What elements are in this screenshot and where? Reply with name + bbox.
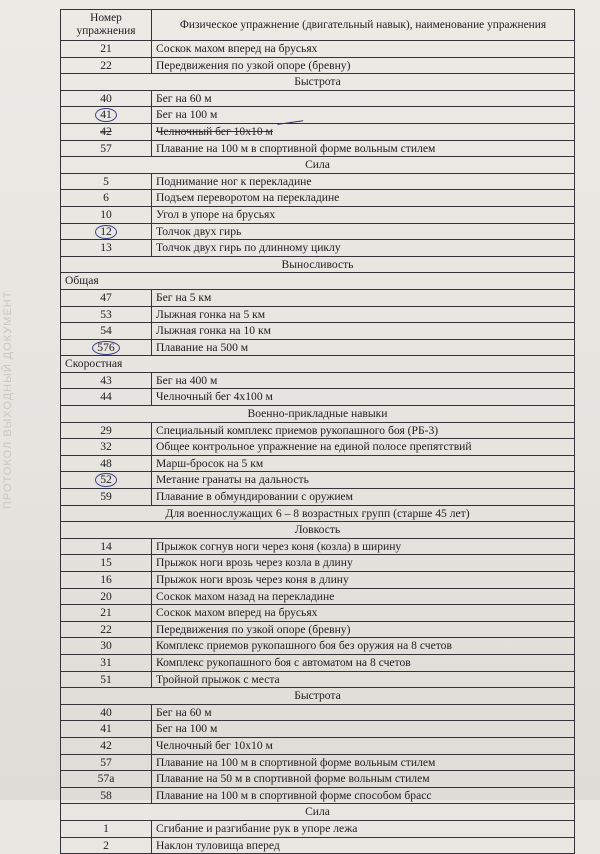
exercise-name-text: Соскок махом назад на перекладине	[156, 589, 335, 603]
table-row	[61, 107, 575, 124]
exercise-number-text: 14	[100, 539, 112, 553]
exercise-name	[152, 721, 575, 738]
exercise-name-text: Бег на 400 м	[156, 373, 218, 387]
table-row	[61, 572, 575, 589]
exercise-name-text: Бег на 60 м	[156, 705, 212, 719]
table-row	[61, 41, 575, 58]
exercise-name	[152, 173, 575, 190]
exercise-name	[152, 771, 575, 788]
exercise-number	[61, 41, 152, 58]
exercise-number-text: 40	[100, 705, 112, 719]
exercise-name	[152, 190, 575, 207]
table-row	[61, 422, 575, 439]
exercise-name	[152, 787, 575, 804]
subsection-title: Общая	[61, 273, 575, 290]
exercise-name-text: Передвижения по узкой опоре (бревну)	[156, 622, 351, 636]
exercise-number-text: 42	[100, 738, 112, 752]
table-row	[61, 173, 575, 190]
exercise-number	[61, 837, 152, 854]
exercise-name-text: Лыжная гонка на 5 км	[156, 307, 266, 321]
exercise-name-text: Подъем переворотом на перекладине	[156, 191, 340, 205]
exercise-name	[152, 372, 575, 389]
exercise-number	[61, 787, 152, 804]
exercise-name	[152, 820, 575, 837]
table-row	[61, 389, 575, 406]
exercise-number	[61, 621, 152, 638]
exercise-number-text: 44	[100, 390, 112, 404]
circled-exercise-number: 576	[92, 341, 119, 355]
exercise-name	[152, 837, 575, 854]
exercise-number-text: 32	[100, 440, 112, 454]
table-row	[61, 123, 575, 140]
exercise-name	[152, 389, 575, 406]
subsection-row	[61, 356, 575, 373]
table-row	[61, 289, 575, 306]
exercise-name-text: Комплекс рукопашного боя с автоматом на 8 счетов	[156, 655, 411, 669]
exercise-name-text: Сгибание и разгибание рук в упоре лежа	[156, 821, 358, 835]
exercise-name	[152, 737, 575, 754]
exercise-name-text: Поднимание ног к перекладине	[156, 174, 312, 188]
section-title: Военно-прикладные навыки	[61, 406, 575, 423]
exercise-name	[152, 123, 575, 140]
exercise-number-text: 57	[100, 755, 112, 769]
exercise-number	[61, 754, 152, 771]
table-row	[61, 538, 575, 555]
exercise-number	[61, 323, 152, 340]
exercise-number-text: 41	[100, 722, 112, 736]
exercise-number	[61, 671, 152, 688]
exercise-number-text: 20	[100, 589, 112, 603]
table-row	[61, 223, 575, 240]
exercise-number	[61, 240, 152, 257]
exercise-name	[152, 754, 575, 771]
exercise-name	[152, 339, 575, 356]
exercise-number	[61, 306, 152, 323]
exercise-name-text: Челночный бег 4х100 м	[156, 390, 273, 404]
exercise-number-text: 30	[100, 639, 112, 653]
exercise-number	[61, 737, 152, 754]
exercise-number-text: 21	[100, 42, 112, 55]
section-row	[61, 522, 575, 539]
exercise-number	[61, 472, 152, 489]
circled-exercise-number: 12	[95, 225, 117, 239]
exercise-number-text: 21	[100, 606, 112, 620]
table-row	[61, 140, 575, 157]
table-row	[61, 206, 575, 223]
section-title: Быстрота	[61, 74, 575, 91]
exercise-name-text: Плавание на 500 м	[156, 340, 249, 354]
exercise-name-text: Бег на 100 м	[156, 722, 218, 736]
exercise-name	[152, 704, 575, 721]
exercise-name-text: Плавание на 100 м в спортивной форме способом брасс	[156, 788, 432, 802]
exercise-name-text: Плавание на 100 м в спортивной форме вольным стилем	[156, 141, 436, 155]
section-title: Быстрота	[61, 688, 575, 705]
table-row	[61, 737, 575, 754]
exercise-name-text: Угол в упоре на брусьях	[156, 207, 276, 221]
exercise-number	[61, 173, 152, 190]
exercise-number-text: 48	[100, 456, 112, 470]
exercise-number-text: 1	[103, 821, 109, 835]
table-row	[61, 240, 575, 257]
table-row	[61, 771, 575, 788]
section-title: Ловкость	[61, 522, 575, 539]
exercise-name	[152, 605, 575, 622]
exercise-name	[152, 671, 575, 688]
exercise-number	[61, 439, 152, 456]
table-row	[61, 787, 575, 804]
exercise-number-text: 22	[100, 622, 112, 636]
header-exercise-name: Физическое упражнение (двигательный навык), наименование упражнения	[152, 10, 575, 41]
exercise-number	[61, 289, 152, 306]
exercise-name	[152, 289, 575, 306]
exercise-number-text: 40	[100, 91, 112, 105]
exercise-name-text: Прыжок согнув ноги через коня (козла) в ширину	[156, 539, 402, 553]
exercise-number-text: 54	[100, 324, 112, 338]
exercise-number	[61, 721, 152, 738]
exercise-number	[61, 572, 152, 589]
exercise-number-text: 15	[100, 556, 112, 570]
subsection-title: Скоростная	[61, 356, 575, 373]
exercise-number-text: 16	[100, 573, 112, 586]
table-row	[61, 621, 575, 638]
exercise-number-text: 10	[100, 207, 112, 221]
exercise-name	[152, 439, 575, 456]
exercise-number	[61, 223, 152, 240]
exercise-name-text: Бег на 5 км	[156, 290, 212, 304]
table-row	[61, 605, 575, 622]
exercise-number	[61, 538, 152, 555]
exercise-name	[152, 57, 575, 74]
table-row	[61, 654, 575, 671]
table-row	[61, 754, 575, 771]
section-row	[61, 74, 575, 91]
exercise-number	[61, 57, 152, 74]
exercise-name	[152, 323, 575, 340]
exercise-name-text: Тройной прыжок с места	[156, 672, 280, 686]
exercise-number-text: 57	[100, 141, 112, 155]
section-title: Сила	[61, 804, 575, 821]
exercise-name-text: Соскок махом вперед на брусьях	[156, 606, 318, 620]
exercise-number	[61, 489, 152, 506]
exercise-name	[152, 621, 575, 638]
exercise-name	[152, 555, 575, 572]
exercise-name-text: Лыжная гонка на 10 км	[156, 324, 271, 338]
section-row	[61, 256, 575, 273]
exercise-number-text: 5	[103, 174, 109, 188]
exercise-number-text: 6	[103, 191, 109, 205]
exercise-number	[61, 90, 152, 107]
exercise-number-text: 59	[100, 490, 112, 504]
exercise-name-text: Толчок двух гирь	[156, 224, 242, 238]
exercise-name-text: Метание гранаты на дальность	[156, 473, 309, 487]
table-row	[61, 671, 575, 688]
exercise-name-text: Бег на 60 м	[156, 91, 212, 105]
exercise-table	[60, 9, 575, 854]
exercise-name-text: Челночный бег 10х10 м	[156, 124, 273, 138]
table-row	[61, 704, 575, 721]
exercise-name-text: Общее контрольное упражнение на единой полосе препятствий	[156, 440, 472, 454]
exercise-name	[152, 572, 575, 589]
exercise-name-text: Специальный комплекс приемов рукопашного боя (РБ-3)	[156, 423, 439, 437]
circled-exercise-number: 52	[95, 473, 117, 487]
section-title: Сила	[61, 157, 575, 174]
table-row	[61, 439, 575, 456]
table-row	[61, 820, 575, 837]
exercise-number-text: 51	[100, 672, 112, 686]
exercise-name-text: Комплекс приемов рукопашного боя без оружия на 8 счетов	[156, 639, 452, 653]
table-row	[61, 837, 575, 854]
exercise-number	[61, 555, 152, 572]
exercise-number-text: 42	[100, 124, 112, 138]
table-row	[61, 339, 575, 356]
exercise-name-text: Плавание на 100 м в спортивной форме вольным стилем	[156, 755, 436, 769]
table-row	[61, 555, 575, 572]
exercise-name-text: Прыжок ноги врозь через коня в длину	[156, 573, 349, 586]
table-row	[61, 57, 575, 74]
exercise-name	[152, 140, 575, 157]
header-number: Номер упражнения	[61, 10, 152, 41]
exercise-name	[152, 455, 575, 472]
exercise-name	[152, 638, 575, 655]
exercise-number	[61, 389, 152, 406]
table-row	[61, 588, 575, 605]
exercise-number	[61, 638, 152, 655]
exercise-number-text: 2	[103, 838, 109, 852]
exercise-name-text: Плавание в обмундировании с оружием	[156, 490, 354, 504]
exercise-name	[152, 588, 575, 605]
exercise-name	[152, 90, 575, 107]
table-row	[61, 306, 575, 323]
exercise-name-text: Прыжок ноги врозь через козла в длину	[156, 556, 353, 570]
exercise-name-text: Соскок махом вперед на брусьях	[156, 42, 318, 55]
exercise-name	[152, 223, 575, 240]
exercise-number	[61, 605, 152, 622]
exercise-number	[61, 455, 152, 472]
exercise-number	[61, 771, 152, 788]
table-header-row	[61, 10, 575, 41]
table-row	[61, 721, 575, 738]
exercise-name-text: Челночный бег 10х10 м	[156, 738, 273, 752]
exercise-number	[61, 206, 152, 223]
exercise-name	[152, 107, 575, 124]
section-row	[61, 157, 575, 174]
exercise-number-text: 58	[100, 788, 112, 802]
exercise-number-text: 47	[100, 290, 112, 304]
section-title: Выносливость	[61, 256, 575, 273]
exercise-number-text: 43	[100, 373, 112, 387]
table-row	[61, 472, 575, 489]
circled-exercise-number: 41	[95, 108, 117, 122]
section-row	[61, 688, 575, 705]
exercise-number	[61, 372, 152, 389]
table-row	[61, 90, 575, 107]
table-row	[61, 190, 575, 207]
exercise-name-text: Бег на 100 м	[156, 108, 218, 122]
exercise-name	[152, 240, 575, 257]
exercise-name	[152, 41, 575, 58]
table-row	[61, 372, 575, 389]
exercise-name-text: Наклон туловища вперед	[156, 838, 280, 852]
exercise-number-text: 13	[100, 241, 112, 255]
exercise-name	[152, 422, 575, 439]
exercise-number	[61, 422, 152, 439]
exercise-number	[61, 820, 152, 837]
exercise-name	[152, 206, 575, 223]
exercise-number	[61, 339, 152, 356]
exercise-number-text: 29	[100, 423, 112, 437]
exercise-number	[61, 123, 152, 140]
table-row	[61, 489, 575, 506]
exercise-name-text: Марш-бросок на 5 км	[156, 456, 264, 470]
exercise-name	[152, 538, 575, 555]
exercise-number-text: 53	[100, 307, 112, 321]
exercise-number-text: 31	[100, 655, 112, 669]
table-row	[61, 638, 575, 655]
section-row	[61, 505, 575, 522]
table-row	[61, 455, 575, 472]
exercise-name-text: Плавание на 50 м в спортивной форме вольным стилем	[156, 772, 430, 786]
exercise-name	[152, 472, 575, 489]
exercise-number-text: 22	[100, 58, 112, 72]
exercise-name	[152, 306, 575, 323]
side-stamp: ПРОТОКОЛ ВЫХОДНЫЙ ДОКУМЕНТ	[2, 290, 14, 510]
exercise-name	[152, 489, 575, 506]
section-row	[61, 406, 575, 423]
exercise-name-text: Толчок двух гирь по длинному циклу	[156, 241, 341, 255]
exercise-name	[152, 654, 575, 671]
exercise-number-text: 57а	[97, 772, 115, 786]
exercise-number	[61, 654, 152, 671]
exercise-number	[61, 190, 152, 207]
exercise-number	[61, 704, 152, 721]
exercise-number	[61, 107, 152, 124]
exercise-number	[61, 140, 152, 157]
exercise-number	[61, 588, 152, 605]
section-row	[61, 804, 575, 821]
section-title: Для военнослужащих 6 – 8 возрастных групп (старше 45 лет)	[61, 505, 575, 522]
exercise-name-text: Передвижения по узкой опоре (бревну)	[156, 58, 351, 72]
table-row	[61, 323, 575, 340]
subsection-row	[61, 273, 575, 290]
